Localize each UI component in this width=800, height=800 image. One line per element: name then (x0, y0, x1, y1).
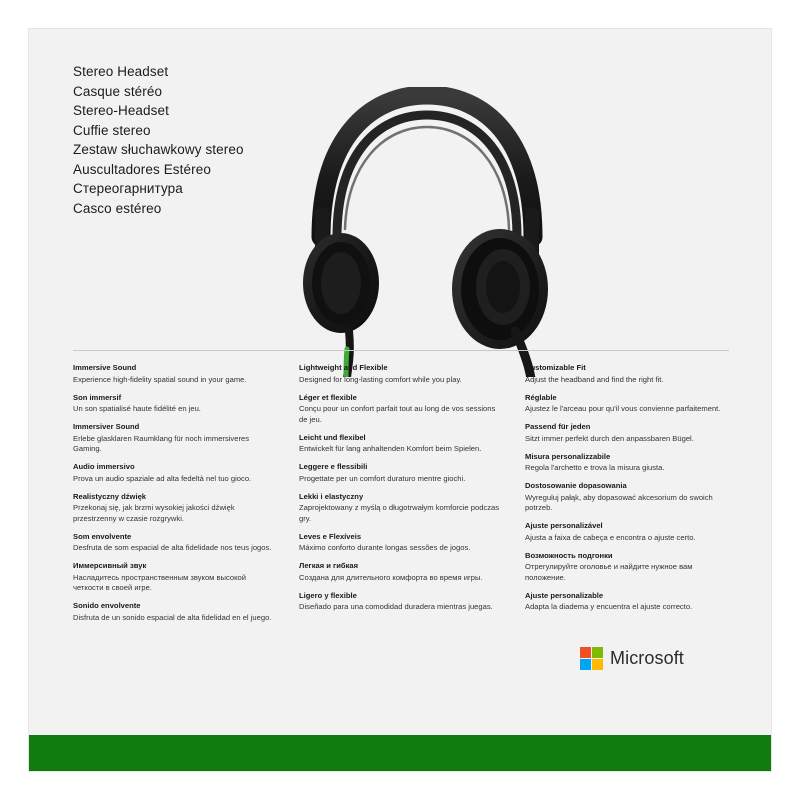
feature-item (73, 363, 278, 385)
feature-body: Designed for long-lasting comfort while you play. (299, 374, 462, 384)
logo-square-yellow (592, 659, 603, 670)
feature-heading: Иммерсивный звук (73, 561, 147, 570)
feature-item (299, 393, 504, 426)
feature-body: Diseñado para una comodidad duradera mientras juegas. (299, 602, 493, 611)
feature-heading: Leicht und flexibel (299, 432, 366, 442)
feature-column-lightweight-flexible (299, 363, 504, 631)
feature-heading: Leggere e flessibili (299, 462, 368, 471)
feature-item (299, 532, 504, 554)
microsoft-logo-icon (580, 647, 603, 670)
feature-body: Regola l'archetto e trova la misura giusta. (525, 463, 665, 472)
product-title-pt: Auscultadores Estéreo (73, 161, 211, 177)
feature-body: Wyreguluj pałąk, aby dopasować akcesorium do swoich potrzeb. (525, 492, 713, 512)
feature-heading: Ligero y flexible (299, 590, 357, 600)
feature-item (299, 433, 504, 455)
feature-columns (73, 363, 733, 631)
feature-heading: Réglable (525, 392, 557, 402)
section-divider (73, 350, 729, 351)
feature-heading: Lightweight and Flexible (299, 363, 388, 372)
feature-body: Sitzt immer perfekt durch den anpassbaren Bügel. (525, 433, 694, 443)
feature-body: Progettate per un comfort duraturo mentre giochi. (299, 473, 466, 483)
feature-heading: Возможность подгонки (525, 550, 613, 560)
logo-square-red (580, 647, 591, 658)
feature-body: Prova un audio spaziale ad alta fedeltà nel tuo gioco. (73, 473, 252, 483)
feature-body: Przekonaj się, jak brzmi wysokiej jakości dźwięk przestrzenny w czasie rozgrywki. (73, 503, 235, 523)
feature-heading: Son immersif (73, 392, 122, 402)
feature-body: Entwickelt für lang anhaltenden Komfort beim Spielen. (299, 444, 482, 453)
packaging-panel (28, 28, 772, 772)
product-title-it: Cuffie stereo (73, 122, 151, 138)
feature-body: Adapta la diadema y encuentra el ajuste correcto. (525, 602, 693, 611)
microsoft-wordmark: Microsoft (610, 648, 684, 668)
logo-square-blue (580, 659, 591, 670)
feature-body: Experience high-fidelity spatial sound in your game. (73, 374, 247, 384)
feature-heading: Som envolvente (73, 531, 132, 541)
feature-heading: Léger et flexible (299, 392, 357, 402)
feature-column-customizable-fit (525, 363, 730, 631)
feature-body: Adjust the headband and find the right fit. (525, 374, 664, 384)
feature-heading: Realistyczny dźwięk (73, 491, 147, 501)
product-title-pl: Zestaw słuchawkowy stereo (73, 142, 244, 157)
feature-heading: Sonido envolvente (73, 601, 141, 610)
feature-body: Ajustez le l'arceau pour qu'il vous convienne parfaitement. (525, 404, 721, 413)
feature-heading: Ajuste personalizable (525, 590, 604, 600)
feature-item (299, 492, 504, 525)
bottom-green-bar (29, 735, 771, 771)
feature-body: Conçu pour un confort parfait tout au long de vos sessions de jeu. (299, 404, 496, 424)
feature-item (299, 462, 504, 484)
feature-item (73, 422, 278, 455)
feature-heading: Customizable Fit (525, 363, 586, 372)
feature-heading: Ajuste personalizável (525, 521, 603, 530)
feature-item (525, 481, 730, 514)
feature-item (299, 561, 504, 583)
feature-heading: Misura personalizzabile (525, 451, 611, 461)
feature-body: Zaprojektowany z myślą o długotrwałym komforcie podczas gry. (299, 503, 500, 523)
feature-item (525, 521, 730, 543)
feature-body: Ajusta a faixa de cabeça e encontra o ajuste certo. (525, 532, 696, 542)
feature-body: Создана для длительного комфорта во время игры. (299, 572, 483, 582)
microsoft-logo (580, 647, 684, 670)
feature-heading: Immersive Sound (73, 363, 137, 372)
product-title-es: Casco estéreo (73, 200, 162, 216)
feature-column-immersive-sound (73, 363, 278, 631)
product-title-en: Stereo Headset (73, 64, 169, 79)
product-title-fr: Casque stéréo (73, 83, 163, 99)
feature-item (525, 363, 730, 385)
feature-heading: Audio immersivo (73, 462, 135, 471)
feature-item (73, 462, 278, 484)
feature-item (299, 591, 504, 613)
feature-heading: Passend für jeden (525, 422, 591, 431)
feature-item (525, 422, 730, 444)
feature-item (525, 393, 730, 415)
feature-body: Отрегулируйте оголовье и найдите нужное вам положение. (525, 562, 693, 582)
feature-item (299, 363, 504, 385)
feature-item (525, 591, 730, 613)
feature-item (73, 532, 278, 554)
feature-item (525, 551, 730, 584)
feature-item (73, 601, 278, 623)
feature-item (525, 452, 730, 474)
stereo-headset-illustration (297, 87, 557, 377)
feature-heading: Immersiver Sound (73, 422, 140, 431)
feature-heading: Lekki i elastyczny (299, 491, 364, 501)
feature-body: Erlebe glasklaren Raumklang für noch immersiveres Gaming. (73, 433, 249, 453)
feature-body: Disfruta de un sonido espacial de alta fidelidad en el juego. (73, 612, 272, 622)
product-title-ru: Стереогарнитура (73, 181, 183, 196)
feature-body: Desfruta de som espacial de alta fidelidade nos teus jogos. (73, 543, 272, 552)
feature-body: Máximo conforto durante longas sessões de jogos. (299, 543, 471, 552)
feature-item (73, 561, 278, 594)
feature-heading: Leves e Flexíveis (299, 531, 362, 541)
feature-item (73, 393, 278, 415)
feature-body: Насладитесь пространственным звуком высокой четкости в своей игре. (73, 572, 246, 592)
feature-heading: Легкая и гибкая (299, 561, 359, 570)
feature-heading: Dostosowanie dopasowania (525, 481, 627, 490)
logo-square-green (592, 647, 603, 658)
product-title-de: Stereo-Headset (73, 103, 169, 118)
feature-item (73, 492, 278, 525)
feature-body: Un son spatialisé haute fidélité en jeu. (73, 404, 201, 413)
